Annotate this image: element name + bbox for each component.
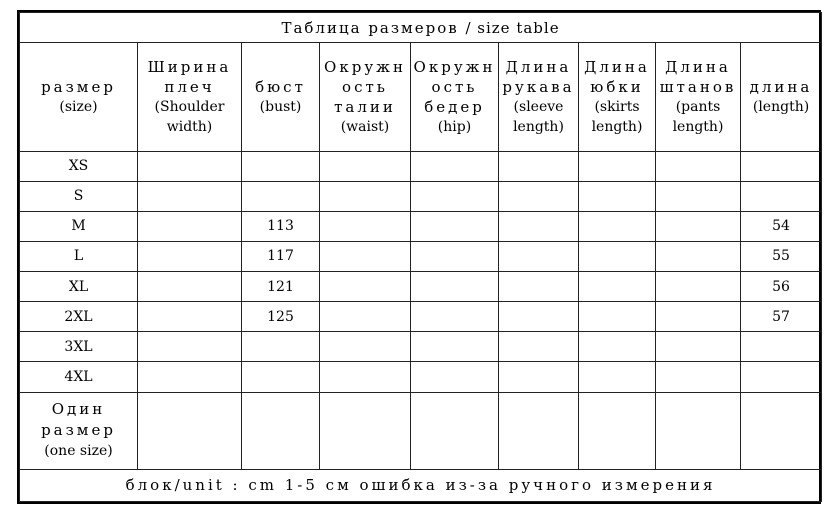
table-cell <box>499 241 579 271</box>
table-cell: 121 <box>242 272 320 302</box>
table-cell <box>242 362 320 392</box>
table-cell <box>499 302 579 332</box>
table-cell <box>579 272 656 302</box>
table-cell <box>411 272 499 302</box>
column-header-ru: Окружность талии <box>324 57 406 116</box>
table-cell <box>656 392 741 469</box>
table-title-en: / size table <box>465 18 560 37</box>
table-cell <box>242 392 320 469</box>
table-cell <box>656 151 741 181</box>
table-cell <box>499 272 579 302</box>
size-label: 2XL <box>20 302 138 332</box>
table-row <box>20 181 822 211</box>
table-cell: 113 <box>242 211 320 241</box>
table-cell <box>138 332 242 362</box>
table-row <box>20 151 822 181</box>
table-cell <box>320 392 411 469</box>
table-cell <box>656 272 741 302</box>
size-label: XL <box>20 272 138 302</box>
table-cell <box>411 302 499 332</box>
size-label: XS <box>20 151 138 181</box>
table-cell <box>320 211 411 241</box>
table-title-ru: Таблица размеров <box>281 18 459 37</box>
table-cell <box>411 362 499 392</box>
table-cell <box>320 181 411 211</box>
table-cell <box>741 392 822 469</box>
table-cell <box>242 332 320 362</box>
size-label: L <box>20 241 138 271</box>
table-cell <box>579 362 656 392</box>
column-header <box>579 43 656 151</box>
table-cell <box>242 151 320 181</box>
table-cell <box>138 362 242 392</box>
table-cell <box>656 241 741 271</box>
table-cell <box>579 211 656 241</box>
column-header-ru: Длина штанов <box>659 57 737 96</box>
table-cell <box>499 332 579 362</box>
column-header <box>242 43 320 151</box>
table-cell <box>138 272 242 302</box>
table-cell: 55 <box>741 241 822 271</box>
one-size-label-en: (one size) <box>44 443 113 460</box>
column-header-en: (waist) <box>340 118 390 135</box>
table-cell <box>499 181 579 211</box>
table-cell <box>579 241 656 271</box>
column-header-en: (skirts length) <box>591 98 643 135</box>
column-header-en: (size) <box>59 98 98 115</box>
table-cell <box>499 392 579 469</box>
one-size-label <box>20 392 138 469</box>
table-cell <box>656 181 741 211</box>
table-row <box>20 241 822 271</box>
size-table <box>19 12 822 502</box>
footer-note: блок/unit : cm 1-5 см ошибка из-за ручного измерения <box>20 469 822 501</box>
table-cell <box>242 181 320 211</box>
column-header-ru: Ширина плеч <box>147 57 232 96</box>
size-label: 4XL <box>20 362 138 392</box>
table-cell <box>656 362 741 392</box>
footer-row <box>20 469 822 501</box>
column-header-en: (hip) <box>437 118 472 135</box>
table-title-row <box>20 13 822 43</box>
table-cell <box>411 332 499 362</box>
table-cell <box>138 181 242 211</box>
column-header-ru: размер <box>41 77 116 96</box>
size-label: S <box>20 181 138 211</box>
column-header-ru: бюст <box>255 77 306 96</box>
table-cell <box>138 241 242 271</box>
table-cell <box>320 151 411 181</box>
column-header-en: (Shoulder width) <box>154 98 225 135</box>
table-cell <box>320 272 411 302</box>
table-cell <box>411 211 499 241</box>
table-cell <box>579 181 656 211</box>
table-cell: 54 <box>741 211 822 241</box>
column-header-ru: Длина рукава <box>502 57 575 96</box>
column-header-ru: Длина юбки <box>584 57 650 96</box>
column-header-en: (length) <box>752 98 810 115</box>
table-cell <box>579 151 656 181</box>
table-cell <box>741 332 822 362</box>
table-cell <box>411 151 499 181</box>
table-cell <box>138 151 242 181</box>
table-cell <box>579 392 656 469</box>
column-header-en: (sleeve length) <box>513 98 564 135</box>
column-header-ru: Окружность бедер <box>413 57 496 116</box>
table-cell <box>499 211 579 241</box>
column-header-ru: длина <box>749 77 813 96</box>
table-cell <box>499 151 579 181</box>
table-cell <box>138 302 242 332</box>
column-header <box>499 43 579 151</box>
column-header-en: (pants length) <box>672 98 724 135</box>
table-title <box>20 13 822 43</box>
table-cell <box>411 181 499 211</box>
table-cell <box>656 302 741 332</box>
table-cell: 57 <box>741 302 822 332</box>
table-cell <box>320 362 411 392</box>
table-row <box>20 362 822 392</box>
table-cell <box>320 302 411 332</box>
column-header <box>411 43 499 151</box>
table-cell <box>741 181 822 211</box>
table-cell <box>411 392 499 469</box>
table-cell <box>579 332 656 362</box>
column-header <box>656 43 741 151</box>
table-cell <box>320 332 411 362</box>
table-cell: 117 <box>242 241 320 271</box>
table-cell <box>656 332 741 362</box>
table-cell <box>411 241 499 271</box>
column-header <box>320 43 411 151</box>
size-table-frame <box>17 10 821 504</box>
table-cell <box>499 362 579 392</box>
one-size-row <box>20 392 822 469</box>
table-row <box>20 332 822 362</box>
table-cell: 56 <box>741 272 822 302</box>
size-label: M <box>20 211 138 241</box>
table-cell <box>138 211 242 241</box>
table-cell <box>579 302 656 332</box>
table-cell <box>741 151 822 181</box>
header-row <box>20 43 822 151</box>
table-row <box>20 302 822 332</box>
table-cell: 125 <box>242 302 320 332</box>
column-header <box>138 43 242 151</box>
table-cell <box>741 362 822 392</box>
table-row <box>20 272 822 302</box>
column-header-en: (bust) <box>259 98 302 115</box>
table-cell <box>656 211 741 241</box>
column-header <box>20 43 138 151</box>
table-cell <box>320 241 411 271</box>
size-label: 3XL <box>20 332 138 362</box>
one-size-label-ru: Один размер <box>41 400 116 440</box>
table-cell <box>138 392 242 469</box>
table-row <box>20 211 822 241</box>
column-header <box>741 43 822 151</box>
